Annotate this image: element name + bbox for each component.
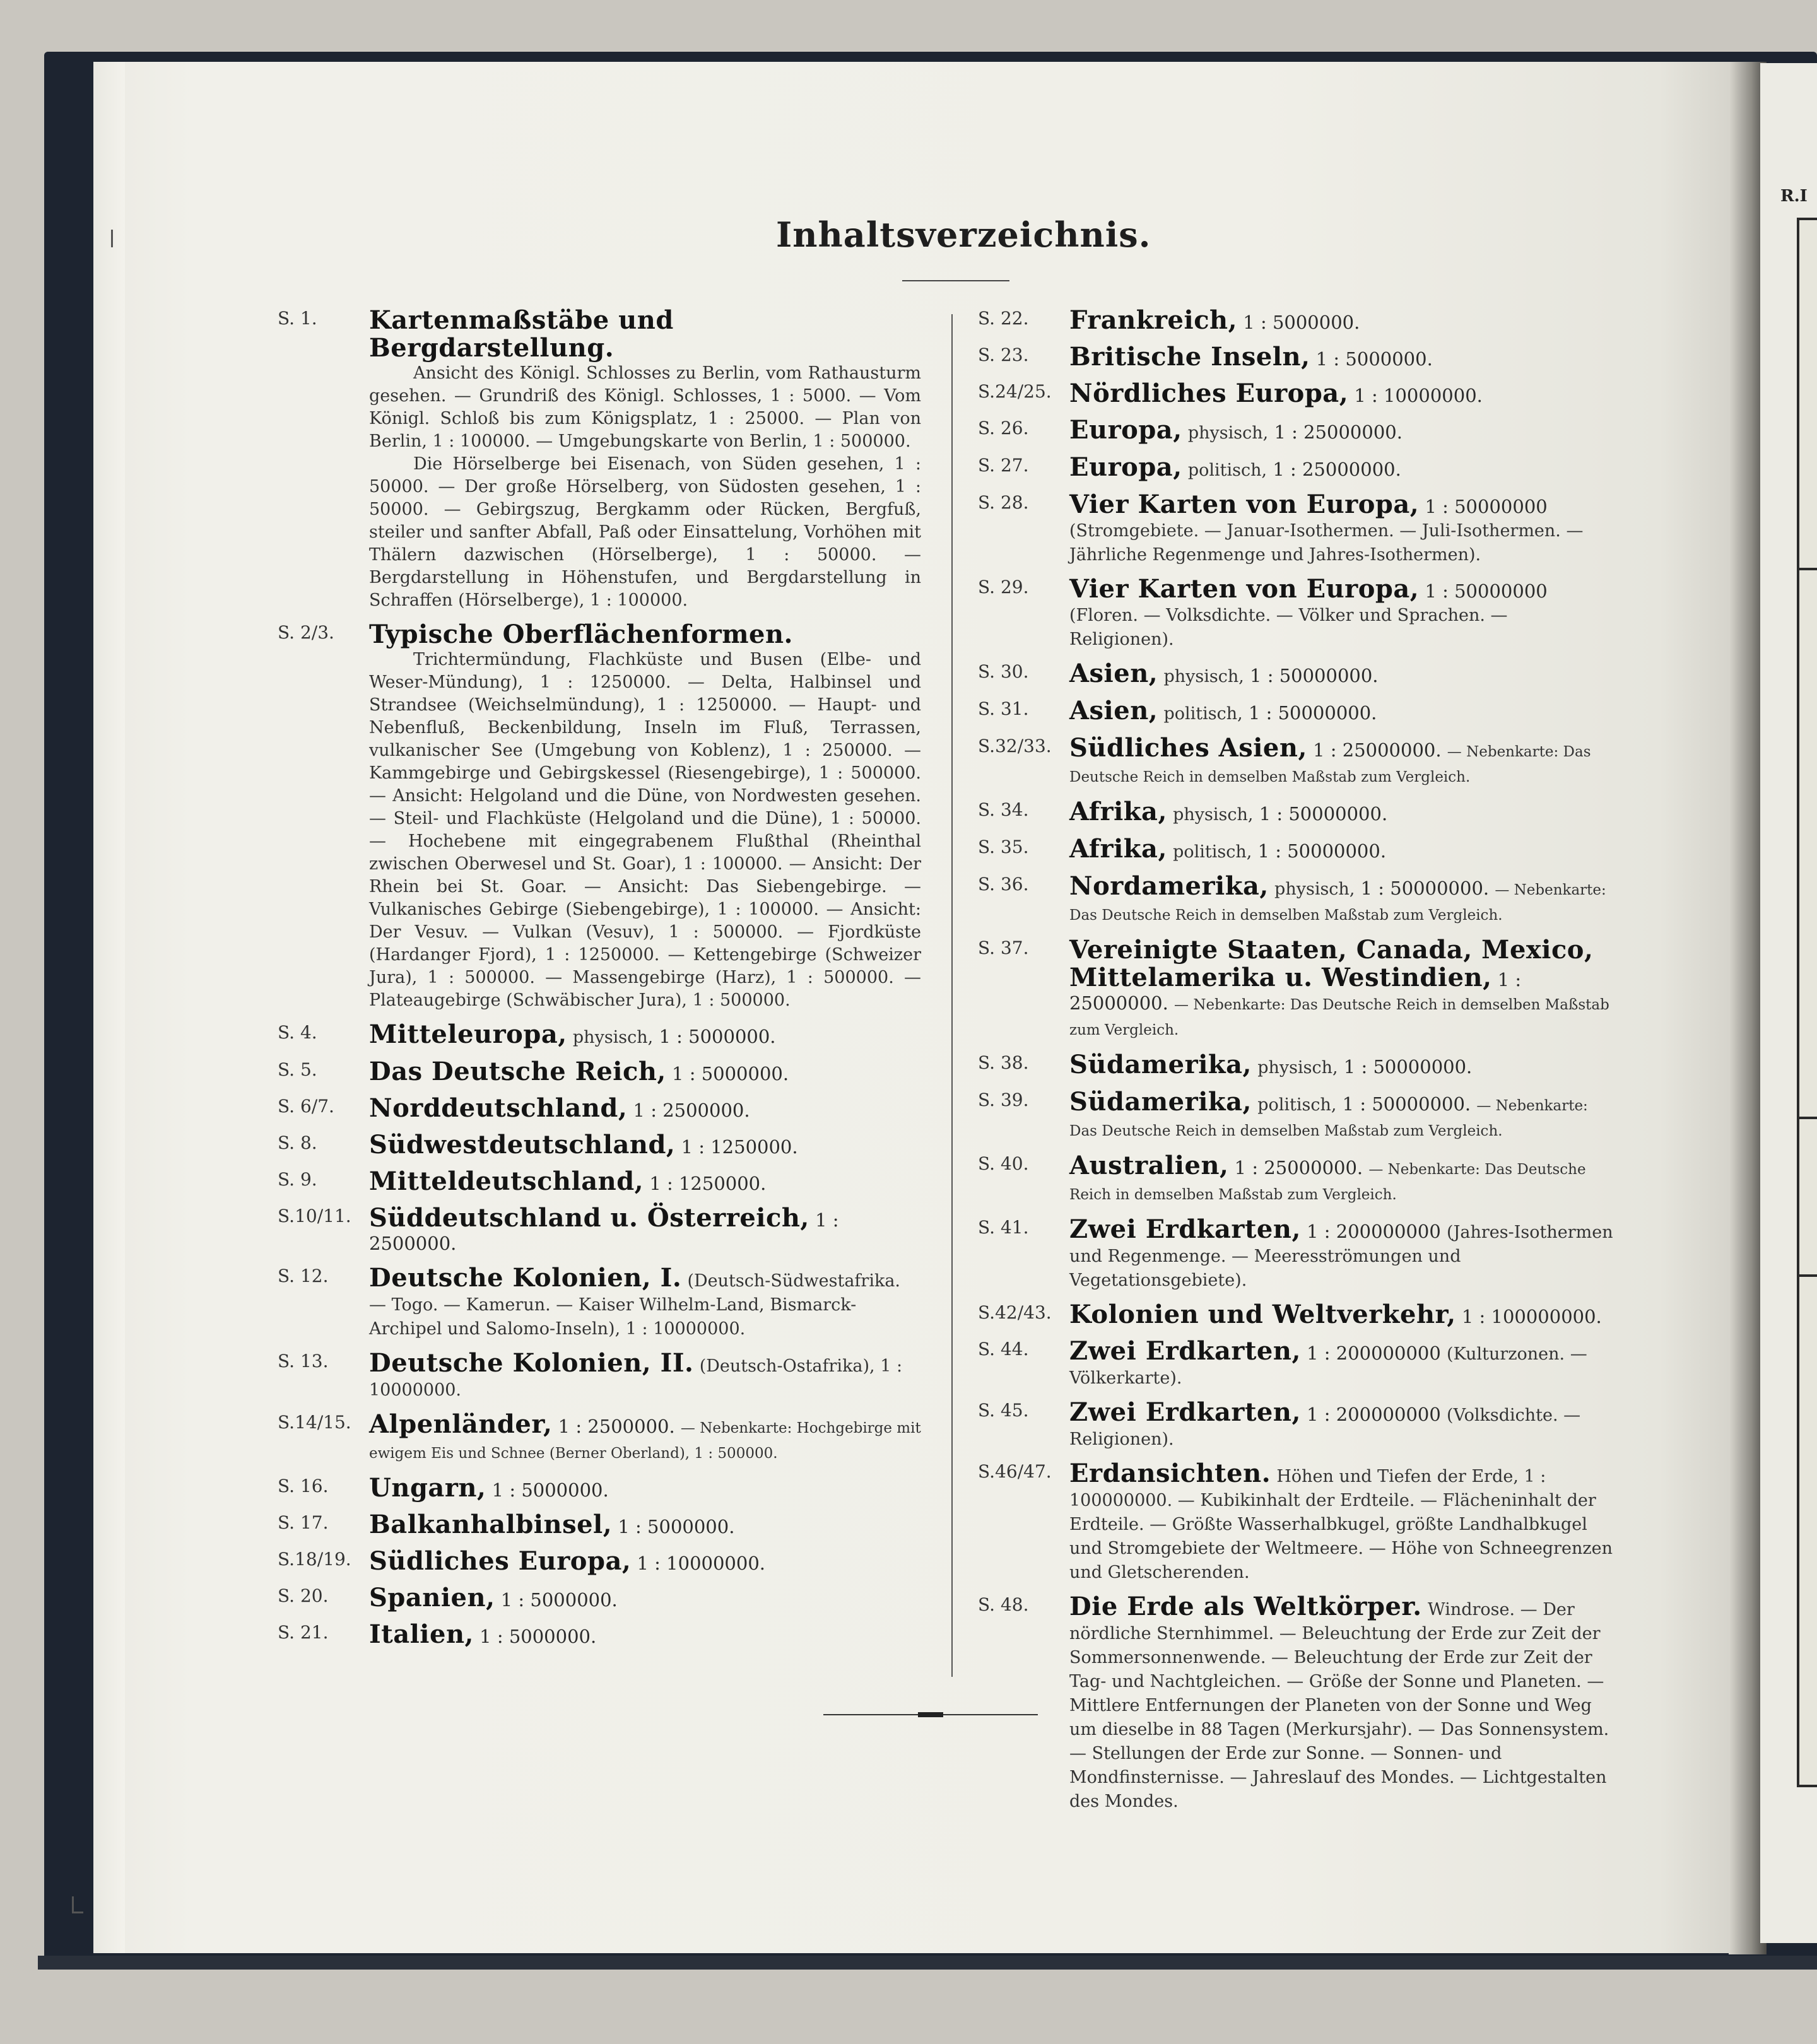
page-number: S. 39. — [978, 1090, 1029, 1110]
toc-entry — [278, 1349, 921, 1402]
entry-subtitle: politisch, — [1257, 1095, 1337, 1115]
toc-entry-line — [369, 1021, 921, 1049]
entry-subtitle: politisch, — [1187, 461, 1267, 480]
toc-entry-line — [1069, 1399, 1615, 1451]
page-number: S. 48. — [978, 1594, 1029, 1615]
toc-entry-line — [369, 1095, 921, 1122]
toc-entry — [978, 1460, 1615, 1584]
toc-entry-line — [369, 1264, 921, 1341]
entry-description: (Kulturzonen. — Völkerkarte). — [1069, 1344, 1587, 1388]
toc-entry — [278, 1204, 921, 1255]
page-number: S.24/25. — [978, 381, 1052, 402]
entry-scale: 1 : 5000000. — [1315, 348, 1433, 370]
entry-scale: 1 : 50000000. — [1343, 1056, 1473, 1078]
toc-entry-line — [1069, 380, 1615, 408]
entry-scale: 1 : 25000000. — [1069, 969, 1522, 1014]
entry-heading: Vier Karten von Europa, — [1069, 490, 1420, 519]
toc-entry — [278, 1021, 921, 1049]
entry-description: (Floren. — Volksdichte. — Völker und Sprachen. — Religionen). — [1069, 606, 1508, 649]
page-number: S. 31. — [978, 698, 1029, 719]
entry-subtitle: physisch, — [1187, 423, 1269, 443]
entry-heading: Typische Oberflächenformen. — [369, 620, 793, 649]
toc-entry — [278, 307, 921, 612]
entry-heading: Italien, — [369, 1619, 474, 1649]
page-number: S. 16. — [278, 1476, 329, 1496]
entry-scale: 1 : 200000000 — [1307, 1404, 1441, 1425]
entry-heading: Zwei Erdkarten, — [1069, 1214, 1301, 1244]
margin-mark — [111, 230, 113, 247]
page-number: S. 22. — [978, 308, 1029, 329]
page-number: S. 17. — [278, 1512, 329, 1533]
page-number: S.10/11. — [278, 1206, 351, 1226]
entry-note: — Nebenkarte: Das Deutsche Reich in demselben Maßstab zum Vergleich. — [1069, 997, 1609, 1038]
entry-heading: Frankreich, — [1069, 305, 1238, 335]
toc-entry — [278, 1621, 921, 1648]
map-frame-tick — [1797, 568, 1817, 570]
toc-entry-line — [1069, 835, 1615, 864]
entry-heading: Südliches Asien, — [1069, 733, 1307, 763]
entry-scale: 1 : 25000000. — [1273, 459, 1401, 480]
toc-entry-line — [369, 1621, 921, 1648]
toc-entry-line — [369, 1204, 921, 1255]
page-number: S. 30. — [978, 661, 1029, 682]
toc-entry — [978, 798, 1615, 826]
page-number: S. 21. — [278, 1622, 329, 1643]
toc-entry — [978, 491, 1615, 567]
toc-entry-line — [369, 1548, 921, 1575]
entry-heading: Kartenmaßstäbe und Bergdarstellung. — [369, 305, 674, 363]
toc-entry-line — [1069, 936, 1615, 1042]
entry-scale: 1 : 50000000. — [1360, 878, 1490, 899]
toc-entry-line — [369, 1511, 921, 1539]
toc-entry-line — [1069, 872, 1615, 927]
toc-entry-line — [1069, 1301, 1615, 1329]
page-number: S. 41. — [978, 1217, 1029, 1238]
entry-heading: Asien, — [1069, 696, 1158, 725]
entry-heading: Asien, — [1069, 659, 1158, 688]
entry-note: — Nebenkarte: Das Deutsche Reich in demselben Maßstab zum Vergleich. — [1069, 1098, 1588, 1139]
entry-scale: 1 : 25000000. — [1234, 1157, 1363, 1178]
entry-heading: Südamerika, — [1069, 1087, 1252, 1117]
toc-entry-line — [1069, 1216, 1615, 1292]
toc-entry-line — [1069, 1593, 1615, 1813]
page-number: S. 20. — [278, 1585, 329, 1606]
entry-scale: 1 : 100000000. — [1461, 1306, 1602, 1327]
entry-subtitle: physisch, — [1274, 879, 1355, 899]
entry-heading: Erdansichten. — [1069, 1459, 1271, 1488]
column-divider — [951, 314, 953, 1677]
entry-note: — Nebenkarte: Das Deutsche Reich in demselben Maßstab zum Vergleich. — [1069, 1161, 1586, 1203]
entry-scale: 1 : 50000000 — [1425, 580, 1548, 602]
entry-scale: 1 : 10000000. — [637, 1553, 765, 1574]
entry-scale: 1 : 25000000. — [1313, 739, 1442, 761]
page-number: S. 34. — [978, 799, 1029, 820]
entry-heading: Afrika, — [1069, 797, 1167, 826]
toc-entry-line — [369, 1584, 921, 1612]
toc-entry-line — [1069, 1152, 1615, 1207]
page-number: S.42/43. — [978, 1302, 1052, 1323]
page-number: S. 40. — [978, 1153, 1029, 1174]
entry-description-block — [369, 362, 921, 612]
entry-heading: Balkanhalbinsel, — [369, 1510, 613, 1539]
entry-note: — Nebenkarte: Das Deutsche Reich in demselben Maßstab zum Vergleich. — [1069, 744, 1591, 785]
page-title: Inhaltsverzeichnis. — [776, 214, 1151, 255]
title-rule — [902, 280, 1009, 281]
entry-heading: Norddeutschland, — [369, 1093, 628, 1123]
page-number: S. 26. — [978, 418, 1029, 438]
entry-heading: Südamerika, — [1069, 1050, 1252, 1079]
entry-scale: 1 : 5000000. — [1243, 312, 1360, 333]
toc-entry — [978, 1088, 1615, 1143]
entry-scale: 1 : 5000000. — [618, 1516, 735, 1537]
entry-subtitle: politisch, — [1173, 842, 1252, 862]
map-frame-tick — [1797, 1274, 1817, 1277]
entry-heading: Süddeutschland u. Österreich, — [369, 1203, 809, 1233]
toc-entry-line — [1069, 454, 1615, 482]
toc-entry-line — [369, 1474, 921, 1502]
entry-scale: 1 : 50000000. — [1257, 840, 1387, 862]
page-number: S. 4. — [278, 1022, 317, 1043]
toc-entry — [278, 1511, 921, 1539]
toc-entry-line — [1069, 734, 1615, 789]
entry-scale: 1 : 5000000. — [479, 1626, 597, 1647]
toc-entry-line — [1069, 1088, 1615, 1143]
toc-entry — [978, 1593, 1615, 1813]
toc-entry — [978, 734, 1615, 789]
entry-heading: Die Erde als Weltkörper. — [1069, 1592, 1422, 1621]
page-number: S.14/15. — [278, 1412, 351, 1433]
entry-description: (Stromgebiete. — Januar-Isothermen. — Juli-Isothermen. — Jährliche Regenmenge und Jahres-Isothermen). — [1069, 521, 1584, 565]
entry-description: Windrose. — Der nördliche Sternhimmel. — Beleuchtung der Erde zur Zeit der Sommersonnenwende. — Beleuchtung der Erde zur Zeit der Tag- und Nachtgleichen. — Größe der Sonne und Planeten. — Mittlere Entfernungen der Planeten von der Sonne und Weg um dieselbe in 88 Tagen (Merkursjahr). — Das Sonnensystem. — Stellungen der Erde zur Sonne. — Sonnen- und Mondfinsternisse. — Jahreslauf des Mondes. — Lichtgestalten des Mondes. — [1069, 1600, 1609, 1811]
entry-heading: Kolonien und Weltverkehr, — [1069, 1300, 1456, 1329]
page-number: S. 13. — [278, 1351, 329, 1371]
entry-subtitle: (Deutsch-Südwestafrika. — Togo. — Kamerun. — Kaiser Wilhelm-Land, Bismarck-Archipel und Salomo-Inseln), 1 : 10000000. — [369, 1271, 901, 1339]
toc-entry-line — [369, 1349, 921, 1402]
toc-left-column — [278, 307, 921, 1657]
entry-heading: Europa, — [1069, 415, 1182, 445]
page-number: S. 1. — [278, 308, 317, 329]
toc-entry — [978, 307, 1615, 334]
entry-heading: Vier Karten von Europa, — [1069, 574, 1420, 604]
toc-entry — [278, 1264, 921, 1341]
page-number: S. 35. — [978, 837, 1029, 857]
entry-heading: Zwei Erdkarten, — [1069, 1336, 1301, 1366]
toc-entry — [278, 1058, 921, 1086]
page-number: S. 44. — [978, 1339, 1029, 1360]
entry-subtitle: politisch, — [1163, 704, 1243, 724]
entry-heading: Afrika, — [1069, 834, 1167, 864]
entry-scale: 1 : 1250000. — [649, 1173, 767, 1194]
toc-entry-line — [1069, 1051, 1615, 1079]
toc-entry-line — [369, 1411, 921, 1465]
entry-scale: 1 : 5000000. — [491, 1479, 609, 1501]
entry-heading: Das Deutsche Reich, — [369, 1057, 666, 1086]
toc-entry — [278, 1095, 921, 1122]
entry-heading: Südwestdeutschland, — [369, 1130, 676, 1160]
entry-description: Höhen und Tiefen der Erde, 1 : 100000000. — Kubikinhalt der Erdteile. — Flächeninhalt der Erdteile. — Größte Wasserhalbkugel, größte Landhalbkugel und Stromgebiete der Weltmeere. — Höhe von Schneegrenzen und Gletscherenden. — [1069, 1467, 1613, 1582]
entry-scale: 1 : 5000000. — [500, 1589, 618, 1611]
map-frame — [1797, 218, 1817, 1787]
toc-entry-line — [1069, 798, 1615, 826]
toc-entry — [978, 835, 1615, 864]
toc-entry — [978, 872, 1615, 927]
entry-scale: 1 : 50000000. — [1259, 803, 1388, 825]
toc-entry-line — [1069, 660, 1615, 688]
map-frame-tick — [1797, 1117, 1817, 1119]
toc-entry-line — [1069, 697, 1615, 725]
page-number: S. 23. — [978, 344, 1029, 365]
toc-entry-line — [369, 1058, 921, 1086]
entry-heading: Deutsche Kolonien, II. — [369, 1348, 694, 1378]
toc-entry — [278, 1548, 921, 1575]
entry-heading: Alpenländer, — [369, 1409, 553, 1439]
entry-heading: Europa, — [1069, 452, 1182, 482]
toc-entry — [978, 416, 1615, 445]
toc-entry — [278, 1411, 921, 1465]
entry-heading: Ungarn, — [369, 1473, 486, 1503]
entry-scale: 1 : 50000000. — [1248, 702, 1377, 724]
entry-heading: Zwei Erdkarten, — [1069, 1397, 1301, 1427]
entry-scale: 1 : 2500000. — [369, 1209, 839, 1254]
toc-entry — [278, 1474, 921, 1502]
entry-heading: Mitteldeutschland, — [369, 1166, 644, 1196]
page-number: S. 9. — [278, 1169, 317, 1190]
page-number: S. 37. — [978, 937, 1029, 958]
entry-scale: 1 : 2500000. — [558, 1416, 675, 1437]
page-number: S. 27. — [978, 455, 1029, 476]
entry-scale: 1 : 5000000. — [659, 1026, 776, 1047]
toc-entry — [978, 697, 1615, 725]
entry-description: (Volksdichte. — Religionen). — [1069, 1406, 1581, 1449]
entry-paragraph: Die Hörselberge bei Eisenach, von Süden gesehen, 1 : 50000. — Der große Hörselberg, von Südosten gesehen, 1 : 50000. — Gebirgszug, Bergkamm oder Rücken, Bergfuß, steiler und sanfter Abfall, Paß oder Einsattelung, Vorhöhen mit Thälern dazwischen (Hörselberge), 1 : 50000. — Bergdarstellung in Höhenstufen, und Bergdarstellung in Schraffen (Hörselberge), 1 : 100000. — [369, 454, 921, 610]
toc-entry-line — [1069, 1337, 1615, 1390]
toc-entry — [978, 1051, 1615, 1079]
entry-scale: 1 : 200000000 — [1307, 1342, 1441, 1364]
page-number: S. 38. — [978, 1052, 1029, 1073]
entry-heading: Spanien, — [369, 1583, 495, 1612]
toc-entry-line — [1069, 343, 1615, 371]
toc-entry — [978, 380, 1615, 408]
page-number: S. 29. — [978, 577, 1029, 597]
toc-entry — [978, 1337, 1615, 1390]
entry-scale: 1 : 200000000 — [1307, 1221, 1441, 1242]
toc-entry-line — [1069, 491, 1615, 567]
toc-entry-line — [369, 621, 921, 649]
entry-scale: 1 : 10000000. — [1354, 385, 1483, 406]
toc-entry — [978, 1301, 1615, 1329]
entry-heading: Mitteleuropa, — [369, 1019, 567, 1049]
page-edge — [93, 62, 125, 1953]
toc-entry — [978, 454, 1615, 482]
toc-entry — [278, 1584, 921, 1612]
toc-entry-line — [369, 307, 921, 362]
entry-subtitle: physisch, — [1163, 667, 1244, 686]
toc-entry — [978, 1216, 1615, 1292]
entry-scale: 1 : 50000000. — [1250, 665, 1379, 686]
toc-entry-line — [1069, 575, 1615, 651]
entry-heading: Britische Inseln, — [1069, 342, 1310, 372]
entry-subtitle: physisch, — [572, 1028, 654, 1047]
corner-mark — [72, 1896, 74, 1913]
toc-entry — [278, 1168, 921, 1195]
cover-bottom-edge — [38, 1956, 1817, 1970]
entry-heading: Deutsche Kolonien, I. — [369, 1263, 682, 1293]
toc-entry — [978, 660, 1615, 688]
entry-note: — Nebenkarte: Hochgebirge mit ewigem Eis und Schnee (Berner Oberland), 1 : 500000. — [369, 1420, 921, 1462]
toc-entry-line — [369, 1168, 921, 1195]
entry-heading: Australien, — [1069, 1151, 1229, 1180]
corner-mark — [72, 1912, 83, 1913]
entry-scale: 1 : 2500000. — [633, 1100, 750, 1121]
entry-scale: 1 : 25000000. — [1274, 421, 1402, 443]
page-number: S. 2/3. — [278, 622, 334, 643]
page-number: S. 36. — [978, 874, 1029, 895]
entry-heading: Vereinigte Staaten, Canada, Mexico, Mittelamerika u. Westindien, — [1069, 935, 1594, 992]
page-number: S. 28. — [978, 492, 1029, 513]
next-page-label: R.I — [1780, 187, 1808, 206]
toc-entry — [978, 343, 1615, 371]
entry-paragraph: Trichtermündung, Flachküste und Busen (Elbe- und Weser-Mündung), 1 : 1250000. — Delta, Halbinsel und Strandsee (Weichselmündung), 1 : 1250000. — Haupt- und Nebenfluß, Beckenbildung, Inseln im Fluß, Terrassen, vulkanischer See (Umgebung von Koblenz), 1 : 250000. — Kammgebirge und Gebirgskessel (Riesengebirge), 1 : 500000. — Ansicht: Helgoland und die Düne, von Nordwesten gesehen. — Steil- und Flachküste (Helgoland und die Düne), 1 : 50000. — Hochebene mit eingegrabenem Flußthal (Rheinthal zwischen Oberwesel und St. Goar), 1 : 100000. — Ansicht: Der Rhein bei St. Goar. — Ansicht: Das Siebengebirge. — Vulkanisches Gebirge (Siebengebirge), 1 : 100000. — Ansicht: Der Vesuv. — Vulkan (Vesuv), 1 : 500000. — Fjordküste (Hardanger Fjord), 1 : 1250000. — Kettengebirge (Schweizer Jura), 1 : 500000. — Massengebirge (Harz), 1 : 500000. — Plateaugebirge (Schwäbischer Jura), 1 : 500000. — [369, 650, 921, 1010]
toc-entry — [978, 1152, 1615, 1207]
entry-description: (Jahres-Isothermen und Regenmenge. — Meeresströmungen und Vegetationsgebiete). — [1069, 1223, 1613, 1290]
entry-scale: 1 : 50000000. — [1342, 1093, 1471, 1115]
entry-paragraph: Ansicht des Königl. Schlosses zu Berlin, vom Rathausturm gesehen. — Grundriß des Königl. Schlosses, 1 : 5000. — Vom Königl. Schloß bis zum Königsplatz, 1 : 25000. — Plan von Berlin, 1 : 100000. — Umgebungskarte von Berlin, 1 : 500000. — [369, 363, 921, 451]
entry-heading: Nordamerika, — [1069, 871, 1269, 901]
page-number: S. 12. — [278, 1266, 329, 1286]
entry-subtitle: (Deutsch-Ostafrika), 1 : 10000000. — [369, 1356, 903, 1400]
entry-subtitle: physisch, — [1173, 805, 1254, 825]
page-number: S.32/33. — [978, 736, 1052, 756]
toc-entry — [278, 621, 921, 1012]
toc-entry — [978, 936, 1615, 1042]
entry-note: — Nebenkarte: Das Deutsche Reich in demselben Maßstab zum Vergleich. — [1069, 882, 1606, 924]
entry-heading: Südliches Europa, — [369, 1546, 632, 1576]
page-number: S. 6/7. — [278, 1096, 334, 1117]
toc-entry-line — [1069, 1460, 1615, 1584]
toc-right-column — [978, 307, 1615, 1822]
entry-heading: Nördliches Europa, — [1069, 379, 1349, 408]
page-number: S. 8. — [278, 1132, 317, 1153]
entry-scale: 1 : 50000000 — [1425, 496, 1548, 517]
entry-subtitle: physisch, — [1257, 1058, 1338, 1078]
toc-entry-line — [369, 1131, 921, 1159]
entry-scale: 1 : 5000000. — [672, 1063, 789, 1084]
toc-entry-line — [1069, 307, 1615, 334]
entry-scale: 1 : 1250000. — [681, 1136, 798, 1158]
toc-entry-line — [1069, 416, 1615, 445]
page-number: S.18/19. — [278, 1549, 351, 1570]
page-number: S. 45. — [978, 1400, 1029, 1421]
toc-entry — [278, 1131, 921, 1159]
toc-entry — [978, 1399, 1615, 1451]
page-number: S. 5. — [278, 1059, 317, 1080]
entry-description-block — [369, 649, 921, 1012]
page-number: S.46/47. — [978, 1461, 1052, 1482]
toc-entry — [978, 575, 1615, 651]
